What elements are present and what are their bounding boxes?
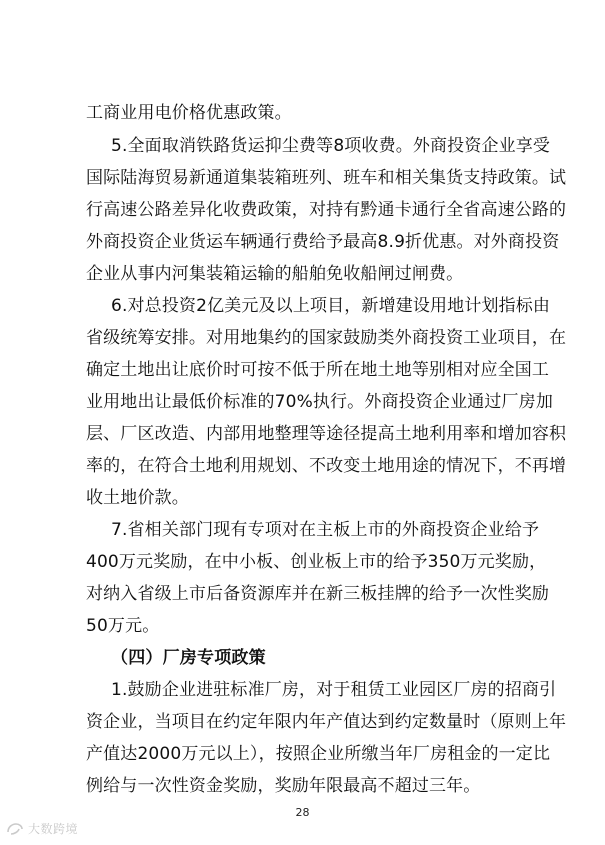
paragraph-line: 例给与一次性资金奖励，奖励年限最高不超过三年。 bbox=[86, 776, 481, 796]
paragraph-line: 率的，在符合土地利用规划、不改变土地用途的情况下，不再增 bbox=[86, 456, 567, 476]
paragraph-line: 5.全面取消铁路货运抑尘费等8项收费。外商投资企业享受 bbox=[111, 136, 551, 156]
paragraph-line: 国际陆海贸易新通道集装箱班列、班车和相关集货支持政策。试 bbox=[86, 168, 567, 188]
watermark bbox=[6, 819, 78, 839]
paragraph-line: 外商投资企业货运车辆通行费给予最高8.9折优惠。对外商投资 bbox=[86, 232, 560, 252]
watermark-logo-icon bbox=[6, 822, 24, 836]
section-heading: （四）厂房专项政策 bbox=[111, 648, 266, 668]
paragraph-line: 400万元奖励，在中小板、创业板上市的给予350万元奖励， bbox=[86, 552, 547, 572]
paragraph-line: 确定土地出让底价时可按不低于所在地土地等别相对应全国工 bbox=[86, 360, 550, 380]
paragraph-line: 收土地价款。 bbox=[86, 488, 189, 508]
paragraph-line: 层、厂区改造、内部用地整理等途径提高土地利用率和增加容积 bbox=[86, 424, 567, 444]
paragraph-line: 行高速公路差异化收费政策，对持有黔通卡通行全省高速公路的 bbox=[86, 200, 567, 220]
paragraph-line: 资企业，当项目在约定年限内年产值达到约定数量时（原则上年 bbox=[86, 712, 567, 732]
watermark-text: 大数跨境 bbox=[28, 822, 79, 836]
paragraph-line: 省级统筹安排。对用地集约的国家鼓励类外商投资工业项目，在 bbox=[86, 328, 567, 348]
paragraph-line: 业用地出让最低价标准的70%执行。外商投资企业通过厂房加 bbox=[86, 392, 553, 412]
paragraph-line: 1.鼓励企业进驻标准厂房，对于租赁工业园区厂房的招商引 bbox=[111, 680, 557, 700]
paragraph-line: 50万元。 bbox=[86, 616, 160, 636]
paragraph-line: 对纳入省级上市后备资源库并在新三板挂牌的给予一次性奖励 bbox=[86, 584, 550, 604]
paragraph-line: 产值达2000万元以上），按照企业所缴当年厂房租金的一定比 bbox=[86, 744, 551, 764]
paragraph-line: 6.对总投资2亿美元及以上项目，新增建设用地计划指标由 bbox=[111, 296, 551, 316]
page-number: 28 bbox=[295, 806, 310, 819]
paragraph-line: 工商业用电价格优惠政策。 bbox=[86, 103, 292, 123]
paragraph-line: 7.省相关部门现有专项对在主板上市的外商投资企业给予 bbox=[111, 520, 540, 540]
paragraph-line: 企业从事内河集装箱运输的船舶免收船闸过闸费。 bbox=[86, 264, 464, 284]
